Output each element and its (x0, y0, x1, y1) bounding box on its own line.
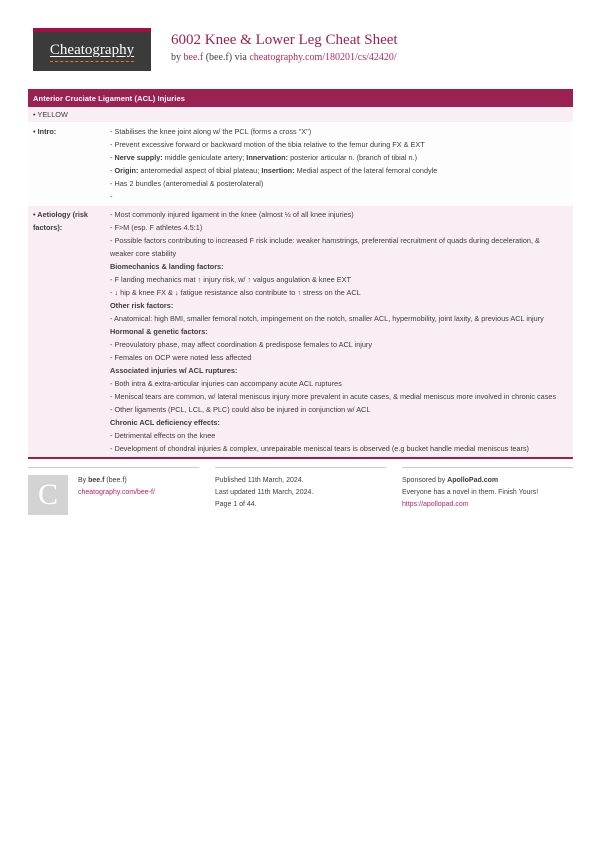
sponsor-link[interactable]: https://apollopad.com (402, 501, 469, 508)
text: - Meniscal tears are common, w/ lateral meniscus injury more prevalent in acute cases, & medial meniscus more involved in chronic cases (110, 392, 557, 401)
sponsor-line (402, 475, 573, 487)
text: - Detrimental effects on the knee (110, 431, 216, 440)
logo-inner (50, 41, 134, 62)
content-line (110, 208, 565, 221)
cheatography-c-logo (28, 475, 68, 515)
logo-text: Cheatography (49, 42, 135, 58)
row-content (110, 123, 573, 205)
by-prefix: By (78, 477, 87, 484)
footer-meta-col (215, 467, 386, 515)
title-block (171, 28, 398, 71)
updated-date: Last updated 11th March, 2024. (215, 489, 314, 496)
text: - Anatomical: high BMI, smaller femoral notch, impingement on the notch, smaller ACL, hypermobility, joint laxity, & previous ACL injury (110, 314, 544, 323)
bold-text: Origin: (114, 166, 139, 175)
footer-author-line (78, 475, 155, 487)
content-line (110, 190, 565, 203)
text: Medial aspect of the lateral femoral condyle (294, 166, 438, 175)
header (0, 0, 600, 71)
content-line (110, 429, 565, 442)
text: - Possible factors contributing to increased F risk include: weaker hamstrings, preferential recruitment of quads during deceleration, & weaker core stability (110, 236, 540, 258)
text: - Females on OCP were noted less affected (110, 353, 252, 362)
author-profile-link[interactable]: cheatography.com/bee-f/ (78, 489, 155, 496)
text: - Most commonly injured ligament in the knee (almost ½ of all knee injuries) (110, 210, 354, 219)
text: - Preovulatory phase, may affect coordination & predispose females to ACL injury (110, 340, 373, 349)
content-line (110, 325, 565, 338)
page-title: 6002 Knee & Lower Leg Cheat Sheet (171, 32, 398, 48)
byline-middle: (bee.f) via (203, 52, 250, 63)
content-line (110, 273, 565, 286)
bold-text: Associated injuries w/ ACL ruptures: (110, 366, 238, 375)
footer-sponsor-col (402, 467, 573, 515)
bold-text: Insertion: (261, 166, 295, 175)
acl-injuries-card (28, 89, 573, 459)
text: - (110, 166, 115, 175)
text: - F>M (esp. F athletes 4.5:1) (110, 223, 203, 232)
sponsor-prefix: Sponsored by (402, 477, 446, 484)
content-line (110, 312, 565, 325)
text: - (110, 192, 113, 201)
text: - Both intra & extra-articular injuries can accompany acute ACL ruptures (110, 379, 342, 388)
footer-author-text (78, 475, 155, 499)
bold-text: Biomechanics & landing factors: (110, 262, 224, 271)
content-line (110, 177, 565, 190)
row-label: • Aetiology (risk factors): (33, 210, 88, 232)
row-full-cell (28, 107, 73, 122)
text: - Has 2 bundles (anteromedial & posterolateral) (110, 179, 264, 188)
text: - (110, 153, 115, 162)
sponsor-tagline: Everyone has a novel in them. Finish Yours! (402, 489, 539, 496)
byline (171, 52, 398, 63)
author-paren: (bee.f) (106, 477, 127, 484)
table-row (28, 122, 573, 205)
content-line (110, 403, 565, 416)
card-rows (28, 107, 573, 457)
content-line (110, 351, 565, 364)
text: anteromedial aspect of tibial plateau; (138, 166, 262, 175)
cheatography-logo[interactable] (33, 28, 151, 71)
content-line (110, 164, 565, 177)
content-line (110, 390, 565, 403)
text: - Development of chondral injuries & complex, unrepairable meniscal tears is observed (e.g bucket handle medial meniscus tears) (110, 444, 529, 453)
row-label: • Intro: (33, 127, 57, 136)
content-line (110, 260, 565, 273)
text: • YELLOW (33, 110, 68, 119)
card-title: Anterior Cruciate Ligament (ACL) Injuries (28, 89, 573, 107)
c-logo-letter: C (37, 478, 58, 511)
footer (28, 467, 573, 515)
text: - ↓ hip & knee FX & ↓ fatigue resistance also contribute to ↑ stress on the ACL (110, 288, 361, 297)
content-line (110, 416, 565, 429)
author-name: bee.f (88, 477, 105, 484)
content-line (110, 286, 565, 299)
content-line (110, 138, 565, 151)
content-line (110, 442, 565, 455)
logo-underline-dash (50, 61, 134, 62)
text: - Prevent excessive forward or backward motion of the tibia relative to the femur during FX & EXT (110, 140, 425, 149)
text: - F landing mechanics mat ↑ injury risk, w/ ↑ valgus angulation & knee EXT (110, 275, 351, 284)
content-line (110, 338, 565, 351)
footer-author-row (28, 475, 199, 515)
bold-text: Hormonal & genetic factors: (110, 327, 208, 336)
text: - Other ligaments (PCL, LCL, & PLC) could also be injured in conjunction w/ ACL (110, 405, 371, 414)
row-content (110, 206, 573, 457)
content-line (110, 299, 565, 312)
byline-prefix: by (171, 52, 184, 63)
bold-text: Chronic ACL deficiency effects: (110, 418, 220, 427)
text: posterior articular n. (branch of tibial n.) (288, 153, 418, 162)
content-line (110, 364, 565, 377)
sheet-url-link[interactable]: cheatography.com/180201/cs/42420/ (249, 52, 397, 63)
author-link[interactable]: bee.f (183, 52, 204, 63)
text: middle geniculate artery; (162, 153, 247, 162)
published-date: Published 11th March, 2024. (215, 477, 304, 484)
content-line (110, 377, 565, 390)
bold-text: Nerve supply: (114, 153, 163, 162)
sponsor-name: ApolloPad.com (447, 477, 499, 484)
content-line (110, 125, 565, 138)
text: - Stabilises the knee joint along w/ the PCL (forms a cross "X") (110, 127, 312, 136)
table-row (28, 107, 573, 122)
page-count: Page 1 of 44. (215, 501, 257, 508)
table-row (28, 205, 573, 457)
footer-author-col (28, 467, 199, 515)
content-line (110, 151, 565, 164)
content-line (110, 221, 565, 234)
bold-text: Innervation: (246, 153, 289, 162)
content-line (110, 234, 565, 260)
bold-text: Other risk factors: (110, 301, 174, 310)
